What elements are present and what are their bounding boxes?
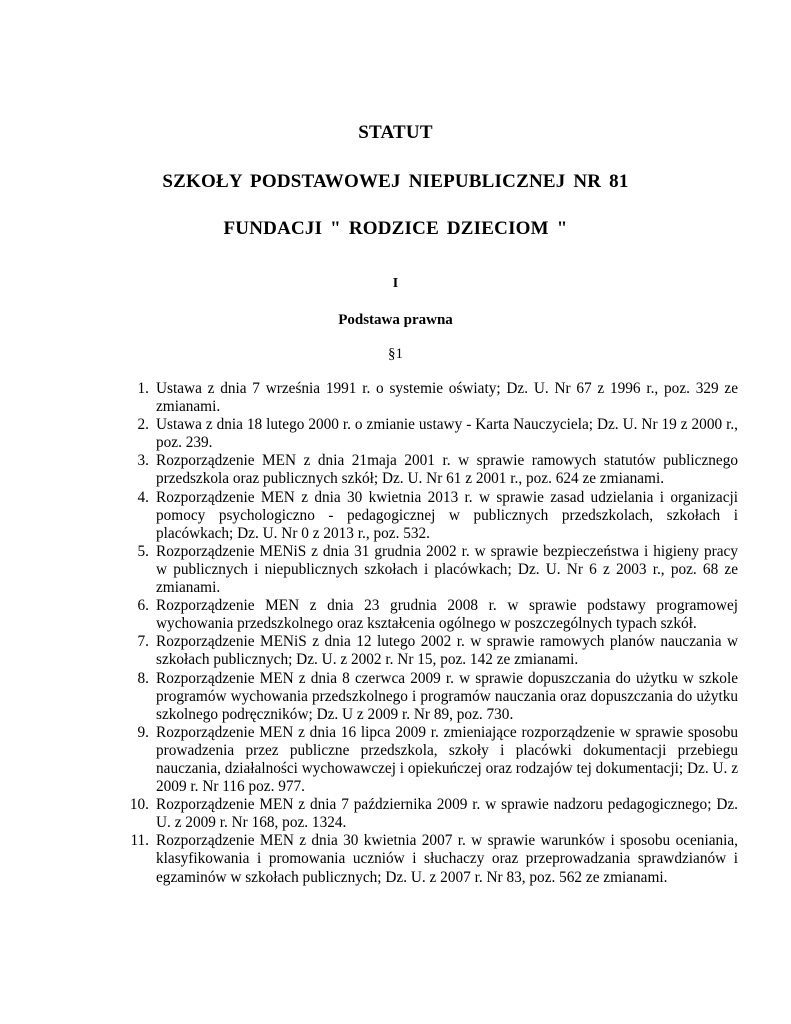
foundation-name-heading: FUNDACJI " RODZICE DZIECIOM ": [223, 218, 568, 239]
list-item-number: 8.: [137, 669, 149, 687]
list-item: [119, 832, 738, 886]
list-item-text: Ustawa z dnia 18 lutego 2000 r. o zmianie ustawy - Karta Nauczyciela; Dz. U. Nr 19 z 2000 r., poz. 239.: [156, 416, 738, 452]
list-item-text: Rozporządzenie MEN z dnia 8 czerwca 2009 r. w sprawie dopuszczania do użytku w szkole programów wychowania przedszkolnego i programów nauczania oraz dopuszczania do użytku szkolnego podręczników; Dz. U z 2009 r. Nr 89, poz. 730.: [156, 669, 738, 723]
list-item-text: Rozporządzenie MEN z dnia 16 lipca 2009 r. zmieniające rozporządzenie w sprawie sposobu prowadzenia przez publiczne przedszkola, szkoły i placówki dokumentacji przebiegu nauczania, działalności wychowawczej i opiekuńczej oraz rodzajów tej dokumentacji; Dz. U. z 2009 r. Nr 116 poz. 977.: [156, 723, 738, 796]
list-item-number: 4.: [137, 488, 149, 506]
list-item-text: Rozporządzenie MENiS z dnia 31 grudnia 2002 r. w sprawie bezpieczeństwa i higieny pracy w publicznych i niepublicznych szkołach i placówkach; Dz. U. Nr 6 z 2003 r., poz. 68 ze zmianami.: [156, 542, 738, 597]
list-item-number: 3.: [137, 452, 149, 470]
list-item-number: 11.: [130, 832, 149, 850]
list-item: [119, 633, 738, 669]
list-item-text: Rozporządzenie MEN z dnia 30 kwietnia 2007 r. w sprawie warunków i sposobu oceniania, klasyfikowania i promowania uczniów i słuchaczy oraz przeprowadzania sprawdzianów i egzaminów w szkołach publicznych; Dz. U. z 2007 r. Nr 83, poz. 562 ze zmianami.: [156, 832, 738, 886]
list-item-number: 9.: [137, 723, 149, 741]
list-item-text: Rozporządzenie MEN z dnia 7 października 2009 r. w sprawie nadzoru pedagogicznego; Dz. U. z 2009 r. Nr 168, poz. 1324.: [156, 796, 738, 832]
list-item: [119, 670, 738, 724]
list-item-number: 5.: [137, 542, 149, 560]
list-item: [119, 796, 738, 832]
chapter-number: I: [392, 276, 399, 291]
chapter-title: Podstawa prawna: [338, 312, 453, 328]
list-item-text: Ustawa z dnia 7 września 1991 r. o systemie oświaty; Dz. U. Nr 67 z 1996 r., poz. 329 ze zmianami.: [156, 380, 738, 416]
list-item-number: 6.: [137, 597, 149, 615]
legal-basis-list: [119, 380, 738, 887]
list-item: [119, 416, 738, 452]
list-item-number: 2.: [137, 416, 149, 434]
list-item: [119, 489, 738, 543]
document-title: STATUT: [358, 122, 433, 143]
list-item: [119, 724, 738, 796]
paragraph-mark: §1: [388, 346, 403, 362]
list-item-text: Rozporządzenie MENiS z dnia 12 lutego 2002 r. w sprawie ramowych planów nauczania w szkołach publicznych; Dz. U. z 2002 r. Nr 15, poz. 142 ze zmianami.: [156, 633, 738, 669]
school-name-heading: SZKOŁY PODSTAWOWEJ NIEPUBLICZNEJ NR 81: [162, 171, 629, 192]
list-item: [119, 543, 738, 597]
list-item: [119, 452, 738, 488]
list-item: [119, 597, 738, 633]
list-item-number: 10.: [129, 796, 149, 814]
list-item-number: 7.: [137, 633, 149, 651]
list-item: [119, 380, 738, 416]
list-item-text: Rozporządzenie MEN z dnia 23 grudnia 2008 r. w sprawie podstawy programowej wychowania przedszkolnego oraz kształcenia ogólnego w poszczególnych typach szkół.: [156, 597, 738, 633]
list-item-text: Rozporządzenie MEN z dnia 21maja 2001 r. w sprawie ramowych statutów publicznego przedszkola oraz publicznych szkół; Dz. U. Nr 61 z 2001 r., poz. 624 ze zmianami.: [156, 452, 738, 488]
list-item-number: 1.: [137, 380, 149, 397]
list-item-text: Rozporządzenie MEN z dnia 30 kwietnia 2013 r. w sprawie zasad udzielania i organizacji pomocy psychologiczno - pedagogicznej w publicznych przedszkolach, szkołach i placówkach; Dz. U. Nr 0 z 2013 r., poz. 532.: [156, 488, 738, 542]
